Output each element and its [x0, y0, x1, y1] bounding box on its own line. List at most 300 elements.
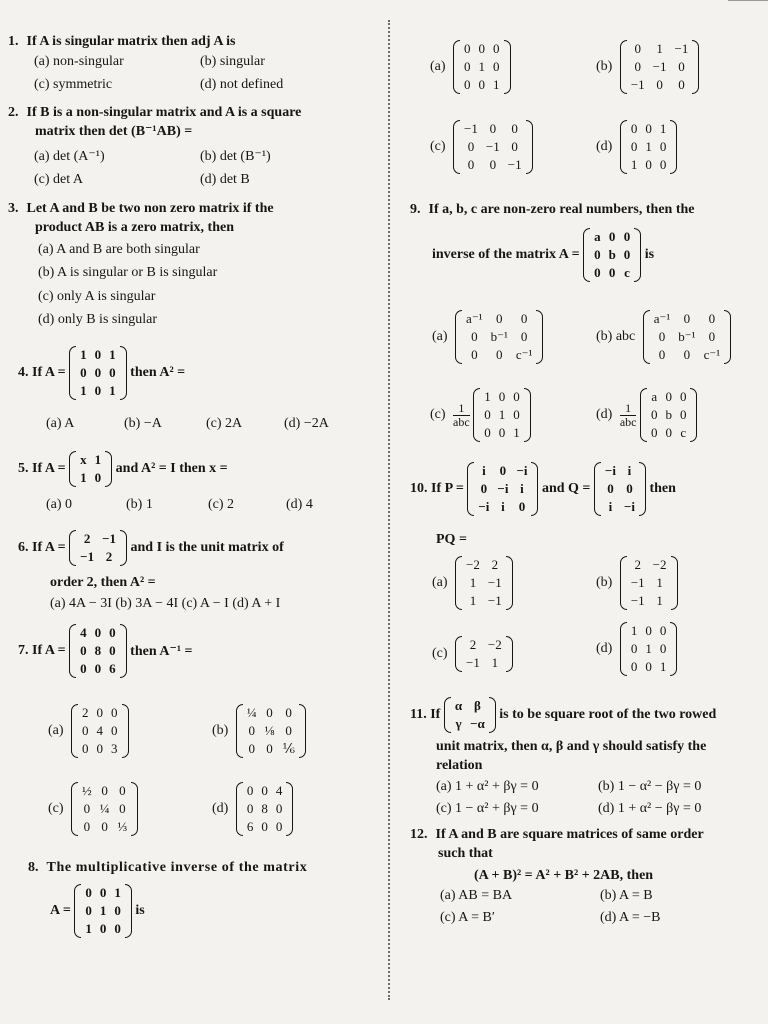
matrix-cell: 0 [480, 481, 488, 496]
matrix-cell: 6 [109, 661, 116, 676]
matrix-cell: 0 [464, 77, 471, 92]
column-divider [388, 20, 390, 1000]
q7-option-d[interactable] [212, 782, 293, 836]
matrix-row [243, 800, 287, 818]
matrix-cell: 0 [650, 407, 658, 422]
q12-line3: (A + B)² = A² + B² + 2AB, then [474, 868, 654, 883]
question-5 [18, 451, 228, 487]
q9-d-frac-num: 1 [620, 402, 637, 416]
matrix-cell: −2 [466, 557, 480, 572]
q11-option-d[interactable]: (d) 1 + α² − βγ = 0 [598, 801, 702, 816]
matrix-cell: 1 [469, 575, 477, 590]
matrix-cell: 0 [248, 723, 255, 738]
matrix-row [81, 884, 125, 902]
q9-c-matrix [473, 388, 531, 442]
matrix-cell: 0 [626, 481, 633, 496]
matrix-cell: −1 [630, 77, 645, 92]
matrix-cell: 0 [109, 625, 116, 640]
q9-post: is [644, 247, 655, 262]
matrix-cell: 1 [109, 347, 116, 362]
matrix-cell: 8 [261, 801, 268, 816]
matrix-cell: −1 [487, 575, 502, 590]
q10-number: 10. [410, 481, 428, 496]
q9-line1: If a, b, c are non-zero real numbers, then the [428, 202, 695, 217]
matrix-row [627, 138, 671, 156]
matrix-cell: 0 [607, 481, 614, 496]
matrix-row [243, 740, 299, 758]
q8-option-c[interactable] [430, 120, 533, 174]
q9-b-matrix [643, 310, 731, 364]
q2-option-a[interactable]: (a) det (A⁻¹) [34, 149, 105, 164]
q11-line3: relation [436, 758, 483, 773]
matrix-cell: 1 [645, 139, 652, 154]
q10-d-label: (d) [596, 641, 613, 656]
matrix-cell: 1 [645, 641, 652, 656]
question-7 [18, 624, 193, 678]
q8-d-matrix [620, 120, 678, 174]
matrix-cell: a⁻¹ [653, 311, 671, 326]
q4-number: 4. [18, 365, 29, 380]
q10-a-matrix [455, 556, 513, 610]
matrix-cell: 0 [708, 329, 716, 344]
matrix-cell: 0 [518, 499, 526, 514]
matrix-row [627, 156, 671, 174]
matrix-cell: 0 [665, 425, 672, 440]
matrix-cell: 1 [484, 389, 491, 404]
q12-option-d[interactable]: (d) A = −B [600, 910, 661, 925]
question-8 [28, 858, 388, 877]
q10-p-matrix [467, 462, 538, 516]
matrix-cell: 0 [659, 641, 667, 656]
q12-line2: such that [438, 846, 493, 861]
matrix-cell: ¼ [246, 705, 257, 720]
q8-a-label: (a) [430, 59, 446, 74]
q1-option-a[interactable]: (a) non-singular [34, 54, 124, 69]
q8-text: The multiplicative inverse of the matrix [46, 860, 308, 875]
q3-option-d[interactable]: (d) only B is singular [38, 312, 157, 327]
q12-equation [474, 866, 653, 885]
q10-pre: If P = [431, 481, 464, 496]
matrix-cell: 3 [111, 741, 118, 756]
q9-matrix [583, 228, 641, 282]
q5-post: and A² = I then x = [115, 461, 228, 476]
matrix-row [480, 388, 524, 406]
matrix-cell: 0 [94, 347, 102, 362]
q6-line2-text: order 2, then A² = [50, 575, 156, 590]
q5-option-d[interactable]: (d) 4 [286, 497, 313, 512]
q11-option-a[interactable]: (a) 1 + α² + βγ = 0 [436, 779, 539, 794]
q7-option-b[interactable] [212, 704, 306, 758]
matrix-cell: 0 [498, 425, 506, 440]
matrix-row [76, 530, 120, 548]
matrix-cell: 0 [464, 59, 471, 74]
question-4 [18, 346, 185, 400]
matrix-row [460, 58, 504, 76]
q9-c-label: (c) [430, 407, 446, 422]
matrix-cell: 0 [499, 463, 507, 478]
matrix-row [460, 120, 526, 138]
q9-d-label: (d) [596, 407, 613, 422]
q5-option-c[interactable]: (c) 2 [208, 497, 235, 512]
matrix-row [460, 156, 526, 174]
matrix-cell: 0 [266, 741, 273, 756]
matrix-cell: 0 [82, 723, 89, 738]
matrix-cell: 0 [520, 311, 528, 326]
matrix-cell: 4 [96, 723, 104, 738]
matrix-cell: 0 [489, 157, 497, 172]
matrix-cell: b [665, 407, 672, 422]
matrix-cell: 0 [630, 659, 638, 674]
matrix-cell: 0 [467, 139, 475, 154]
matrix-cell: 1 [80, 383, 87, 398]
matrix-cell: 0 [101, 819, 108, 834]
q8-pre: A = [50, 903, 71, 918]
matrix-row [78, 818, 131, 836]
matrix-row [78, 800, 131, 818]
matrix-cell: −2 [652, 557, 667, 572]
matrix-row [627, 574, 671, 592]
matrix-cell: 0 [266, 705, 273, 720]
matrix-row [650, 328, 724, 346]
matrix-cell: 1 [99, 903, 107, 918]
q6-matrix [69, 530, 127, 566]
q10-c-matrix [455, 636, 513, 672]
matrix-cell: c [624, 265, 630, 280]
matrix-cell: −i [497, 481, 509, 496]
matrix-cell: b⁻¹ [490, 329, 508, 344]
matrix-row [601, 498, 639, 516]
matrix-cell: 0 [630, 139, 638, 154]
q8-b-matrix [620, 40, 700, 94]
matrix-cell: a [594, 229, 601, 244]
matrix-cell: 0 [246, 783, 254, 798]
matrix-cell: 0 [520, 329, 528, 344]
q5-number: 5. [18, 461, 29, 476]
matrix-row [78, 782, 131, 800]
matrix-row [243, 818, 287, 836]
q12-line1: If A and B are square matrices of same order [435, 827, 704, 842]
matrix-cell: 0 [464, 41, 471, 56]
matrix-cell: 2 [105, 549, 113, 564]
matrix-cell: 0 [493, 59, 500, 74]
q6-post: and I is the unit matrix of [130, 540, 284, 555]
matrix-cell: 0 [679, 389, 687, 404]
matrix-cell: −1 [507, 157, 522, 172]
q7-option-c[interactable] [48, 782, 138, 836]
matrix-cell: 0 [111, 723, 118, 738]
q10-a-label: (a) [432, 575, 448, 590]
matrix-cell: 0 [467, 157, 475, 172]
matrix-cell: α [454, 698, 463, 713]
q8-b-label: (b) [596, 59, 613, 74]
matrix-row [590, 246, 634, 264]
matrix-cell: 0 [623, 229, 631, 244]
matrix-row [474, 462, 531, 480]
matrix-cell: 0 [478, 77, 486, 92]
q3-option-b[interactable]: (b) A is singular or B is singular [38, 265, 218, 280]
q10-line2 [436, 530, 467, 549]
q4-option-c[interactable]: (c) 2A [206, 416, 243, 431]
q11-post: is to be square root of the two rowed [499, 707, 717, 722]
q8-a-matrix [453, 40, 511, 94]
matrix-cell: i [627, 463, 632, 478]
matrix-row [460, 40, 504, 58]
q3-option-c[interactable]: (c) only A is singular [38, 289, 156, 304]
matrix-row [76, 346, 120, 364]
q9-option-a[interactable] [432, 310, 543, 364]
q10-d-matrix [620, 622, 678, 676]
matrix-cell: 0 [275, 819, 283, 834]
matrix-cell: 0 [94, 383, 102, 398]
matrix-cell: −i [478, 499, 490, 514]
matrix-row [462, 592, 506, 610]
q9-c-fraction [453, 402, 470, 429]
matrix-row [462, 574, 506, 592]
q7-b-label: (b) [212, 723, 229, 738]
matrix-cell: 0 [665, 389, 672, 404]
matrix-cell: 0 [119, 783, 126, 798]
matrix-cell: 0 [484, 425, 491, 440]
matrix-cell: ⅙ [282, 741, 295, 756]
matrix-row [627, 120, 671, 138]
matrix-cell: 0 [708, 311, 716, 326]
matrix-cell: 0 [261, 783, 268, 798]
matrix-row [480, 406, 524, 424]
matrix-row [81, 920, 125, 938]
q6-number: 6. [18, 540, 29, 555]
matrix-cell: 0 [513, 389, 520, 404]
matrix-cell: 0 [109, 365, 116, 380]
q1-option-c[interactable]: (c) symmetric [34, 77, 113, 92]
q2-option-c[interactable]: (c) det A [34, 172, 83, 187]
matrix-cell: 0 [683, 347, 691, 362]
matrix-cell: 0 [99, 885, 107, 900]
q4-post: then A² = [130, 365, 186, 380]
matrix-cell: 0 [498, 389, 506, 404]
matrix-cell: i [608, 499, 613, 514]
matrix-cell: 0 [594, 265, 601, 280]
q10-option-b[interactable] [596, 556, 678, 610]
matrix-cell: 0 [101, 783, 108, 798]
matrix-cell: 2 [469, 637, 477, 652]
q7-a-label: (a) [48, 723, 64, 738]
matrix-cell: 0 [659, 623, 667, 638]
q4-option-b[interactable]: (b) −A [124, 416, 162, 431]
q4-option-a[interactable]: (a) A [46, 416, 75, 431]
matrix-cell: b [608, 247, 616, 262]
q5-option-a[interactable]: (a) 0 [46, 497, 73, 512]
matrix-cell: −2 [487, 637, 502, 652]
matrix-cell: 0 [645, 121, 652, 136]
matrix-cell: 0 [659, 157, 667, 172]
matrix-cell: 0 [683, 311, 691, 326]
question-2 [8, 103, 378, 141]
matrix-cell: −1 [630, 593, 645, 608]
matrix-cell: −1 [485, 139, 500, 154]
matrix-cell: 0 [630, 121, 638, 136]
q11-matrix [444, 697, 496, 733]
q10-post: then [649, 481, 676, 496]
matrix-row [76, 660, 120, 678]
q2-option-d[interactable]: (d) det B [200, 172, 250, 187]
matrix-cell: 0 [645, 157, 652, 172]
matrix-cell: 0 [471, 347, 478, 362]
question-9 [410, 200, 768, 219]
q1-option-d[interactable]: (d) not defined [200, 77, 284, 92]
matrix-cell: 2 [82, 705, 89, 720]
matrix-cell: 2 [634, 557, 641, 572]
matrix-cell: a⁻¹ [466, 311, 483, 326]
matrix-row [462, 346, 536, 364]
matrix-cell: 0 [99, 921, 107, 936]
matrix-row [76, 548, 120, 566]
matrix-cell: 0 [285, 705, 292, 720]
matrix-cell: 1 [659, 659, 667, 674]
q12-option-b[interactable]: (b) A = B [600, 888, 653, 903]
q10-b-label: (b) [596, 575, 613, 590]
q6-line2 [50, 573, 156, 592]
matrix-cell: 0 [83, 819, 91, 834]
q9-pre: inverse of the matrix A = [432, 247, 580, 262]
matrix-cell: −1 [464, 121, 478, 136]
matrix-cell: −1 [487, 593, 502, 608]
q3-number: 3. [8, 201, 19, 216]
q3-line2: product AB is a zero matrix, then [35, 220, 234, 235]
matrix-row [243, 782, 287, 800]
q1-option-b[interactable]: (b) singular [200, 54, 265, 69]
q8-c-matrix [453, 120, 533, 174]
question-11 [410, 697, 716, 733]
matrix-cell: 2 [491, 557, 499, 572]
q12-number: 12. [410, 827, 428, 842]
q11-option-b[interactable]: (b) 1 − α² − βγ = 0 [598, 779, 702, 794]
q9-option-b[interactable] [596, 310, 731, 364]
matrix-cell: 0 [82, 741, 89, 756]
q11-option-c[interactable]: (c) 1 − α² + βγ = 0 [436, 801, 539, 816]
q9-option-c[interactable] [430, 388, 531, 442]
matrix-cell: 0 [658, 347, 666, 362]
matrix-cell: 0 [608, 265, 616, 280]
q9-option-d[interactable] [596, 388, 697, 442]
matrix-row [462, 654, 506, 672]
q9-b-label: (b) abc [596, 329, 636, 344]
q9-c-frac-den: abc [453, 414, 470, 429]
matrix-cell: 1 [469, 593, 477, 608]
matrix-row [460, 76, 504, 94]
matrix-cell: 0 [679, 407, 687, 422]
q2-option-b[interactable]: (b) det (B⁻¹) [200, 149, 271, 164]
matrix-cell: 0 [96, 705, 104, 720]
q8-d-label: (d) [596, 139, 613, 154]
matrix-row [76, 624, 120, 642]
matrix-row [650, 346, 724, 364]
q11-continuation [436, 737, 766, 775]
matrix-row [647, 424, 691, 442]
matrix-cell: 0 [94, 661, 102, 676]
matrix-cell: 2 [83, 531, 91, 546]
q11-number: 11. [410, 707, 427, 722]
matrix-row [627, 640, 671, 658]
matrix-row [590, 264, 634, 282]
question-3 [8, 199, 378, 237]
q7-a-matrix [71, 704, 129, 758]
q12-option-a[interactable]: (a) AB = BA [440, 888, 513, 903]
matrix-cell: 1 [513, 425, 520, 440]
q8-matrix [74, 884, 132, 938]
q9-a-matrix [455, 310, 543, 364]
matrix-cell: 0 [80, 365, 87, 380]
q3-option-a[interactable]: (a) A and B are both singular [38, 242, 200, 257]
matrix-row [601, 480, 639, 498]
matrix-cell: −1 [630, 575, 645, 590]
q10-line2-text: PQ = [436, 532, 467, 547]
matrix-cell: i [520, 481, 524, 496]
q8-c-label: (c) [430, 139, 446, 154]
matrix-cell: 0 [114, 921, 121, 936]
matrix-row [76, 451, 105, 469]
matrix-cell: 0 [659, 139, 667, 154]
q6-options[interactable]: (a) 4A − 3I (b) 3A − 4I (c) A − I (d) A + I [50, 596, 281, 611]
matrix-cell: 1 [114, 885, 121, 900]
matrix-cell: 0 [678, 77, 685, 92]
q4-option-d[interactable]: (d) −2A [284, 416, 329, 431]
matrix-cell: β [474, 698, 481, 713]
matrix-cell: 0 [513, 407, 520, 422]
matrix-cell: −i [604, 463, 616, 478]
q12-option-c[interactable]: (c) A = B′ [440, 910, 495, 925]
matrix-cell: 0 [83, 801, 91, 816]
q8-equation [50, 884, 145, 938]
matrix-cell: ⅛ [264, 723, 275, 738]
matrix-cell: 0 [608, 229, 616, 244]
matrix-cell: 0 [623, 247, 631, 262]
q10-option-d[interactable] [596, 622, 677, 676]
matrix-cell: c⁻¹ [515, 347, 533, 362]
matrix-cell: 1 [656, 593, 663, 608]
matrix-cell: x [80, 452, 87, 467]
q8-option-b[interactable] [596, 40, 699, 94]
matrix-cell: 1 [478, 59, 486, 74]
question-10 [410, 462, 676, 516]
q8-option-a[interactable] [430, 40, 511, 94]
q10-option-c[interactable] [432, 636, 513, 672]
q2-line1: If B is a non-singular matrix and A is a square [26, 105, 302, 120]
matrix-row [627, 76, 693, 94]
matrix-cell: a [651, 389, 658, 404]
matrix-row [627, 556, 671, 574]
matrix-row [76, 469, 105, 487]
matrix-cell: 0 [511, 121, 518, 136]
q7-pre: If A = [32, 643, 66, 658]
matrix-row [76, 382, 120, 400]
q7-c-label: (c) [48, 801, 64, 816]
q7-option-a[interactable] [48, 704, 129, 758]
q9-equation [432, 228, 654, 282]
q5-pre: If A = [32, 461, 66, 476]
matrix-cell: 0 [94, 365, 102, 380]
matrix-cell: 1 [94, 452, 102, 467]
q5-matrix [69, 451, 112, 487]
q5-option-b[interactable]: (b) 1 [126, 497, 153, 512]
q10-option-a[interactable] [432, 556, 513, 610]
matrix-cell: γ [455, 716, 462, 731]
q8-option-d[interactable] [596, 120, 677, 174]
matrix-cell: 0 [261, 819, 268, 834]
matrix-cell: 0 [285, 723, 292, 738]
matrix-cell: 0 [275, 801, 283, 816]
matrix-cell: 8 [94, 643, 102, 658]
matrix-row [460, 138, 526, 156]
